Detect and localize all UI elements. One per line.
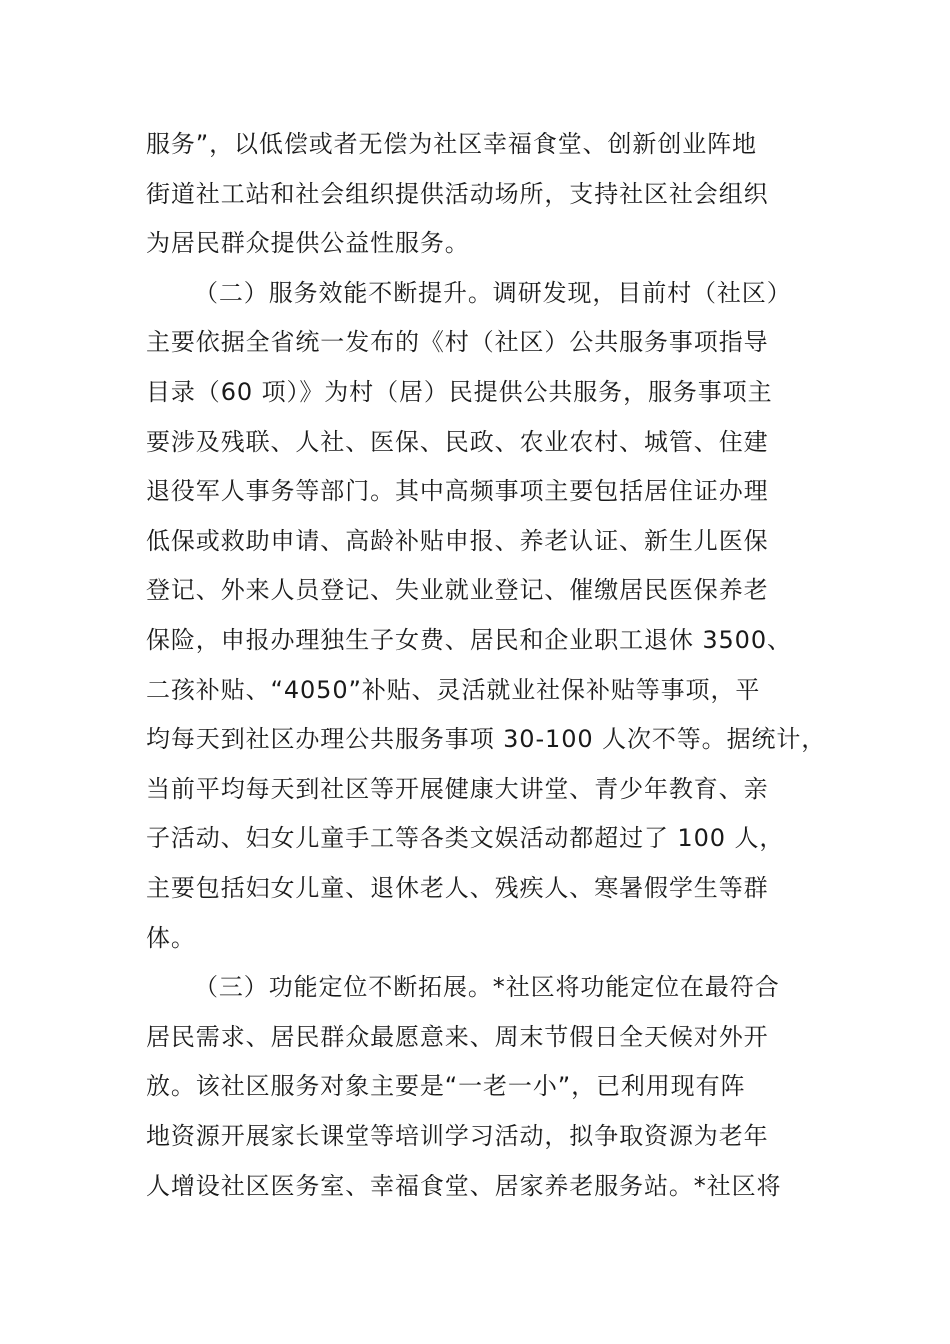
text-line: 服务”，以低偿或者无偿为社区幸福食堂、创新创业阵地 xyxy=(146,130,757,158)
text-line: 要涉及残联、人社、医保、民政、农业农村、城管、住建 xyxy=(146,427,769,456)
text-line: 放。该社区服务对象主要是“一老一小”，已利用现有阵 xyxy=(146,1072,746,1101)
paragraph-heading-line: （二）服务效能不断提升。调研发现，目前村（社区） xyxy=(194,278,792,307)
text-line: 为居民群众提供公益性服务。 xyxy=(146,229,470,258)
text-line: 均每天到社区办理公共服务事项 30-100 人次不等。据统计， xyxy=(146,725,827,754)
paragraph-heading-line: （三）功能定位不断拓展。*社区将功能定位在最符合 xyxy=(194,973,780,1002)
text-line: 子活动、妇女儿童手工等各类文娱活动都超过了 100 人， xyxy=(146,824,785,853)
text-line: 主要依据全省统一发布的《村（社区）公共服务事项指导 xyxy=(146,328,769,357)
text-line: 地资源开展家长课堂等培训学习活动，拟争取资源为老年 xyxy=(146,1122,769,1150)
text-line: 退役军人事务等部门。其中高频事项主要包括居住证办理 xyxy=(146,477,769,506)
text-line: 登记、外来人员登记、失业就业登记、催缴居民医保养老 xyxy=(146,576,769,605)
text-line: 二孩补贴、“4050”补贴、灵活就业社保补贴等事项，平 xyxy=(146,675,761,704)
text-line: 保险，申报办理独生子女费、居民和企业职工退休 3500、 xyxy=(146,626,792,654)
text-line: 当前平均每天到社区等开展健康大讲堂、青少年教育、亲 xyxy=(146,774,769,803)
text-line: 居民需求、居民群众最愿意来、周末节假日全天候对外开 xyxy=(146,1022,769,1051)
text-line: 人增设社区医务室、幸福食堂、居家养老服务站。*社区将 xyxy=(146,1171,782,1200)
text-line: 目录（60 项）》为村（居）民提供公共服务，服务事项主 xyxy=(146,378,773,406)
text-line: 低保或救助申请、高龄补贴申报、养老认证、新生儿医保 xyxy=(146,526,769,555)
text-line: 街道社工站和社会组织提供活动场所，支持社区社会组织 xyxy=(146,179,769,208)
text-line: 体。 xyxy=(146,923,196,952)
text-line: 主要包括妇女儿童、退休老人、残疾人、寒暑假学生等群 xyxy=(146,874,769,902)
